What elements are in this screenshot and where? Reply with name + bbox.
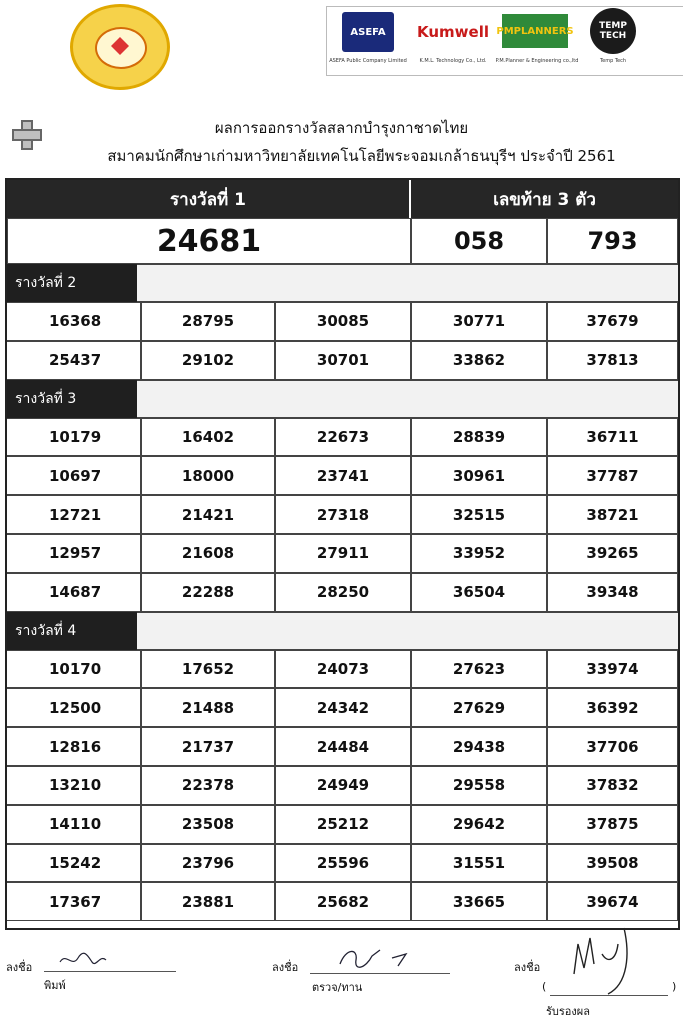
prize-number-cell: 12500 bbox=[7, 688, 141, 727]
prize-number-cell: 21488 bbox=[141, 688, 275, 727]
prize-number-cell: 16402 bbox=[141, 418, 275, 457]
temptech-logo: TEMP TECH bbox=[590, 8, 636, 54]
prize-number-cell: 22288 bbox=[141, 573, 275, 612]
prize-number-cell: 27318 bbox=[275, 495, 411, 534]
last3-number-1: 058 bbox=[411, 218, 547, 264]
prize-number-cell: 33862 bbox=[411, 341, 547, 380]
prize-number-cell: 15242 bbox=[7, 844, 141, 883]
kumwell-caption: K.M.L. Technology Co., Ltd. bbox=[419, 58, 487, 64]
sig1-signature bbox=[58, 950, 108, 970]
prize-number-cell: 21608 bbox=[141, 534, 275, 573]
prize-number-cell: 17652 bbox=[141, 650, 275, 689]
results-table bbox=[5, 178, 680, 930]
prize-number-cell: 33665 bbox=[411, 882, 547, 921]
pmplanners-caption: P.M.Planner & Engineering co.,ltd bbox=[495, 58, 579, 64]
prize-number-cell: 25682 bbox=[275, 882, 411, 921]
prize-number-cell: 29102 bbox=[141, 341, 275, 380]
prize-number-cell: 28250 bbox=[275, 573, 411, 612]
prize-number-cell: 22673 bbox=[275, 418, 411, 457]
section-label: รางวัลที่ 4 bbox=[7, 612, 137, 650]
section-label: รางวัลที่ 2 bbox=[7, 264, 137, 302]
last3-header: เลขท้าย 3 ตัว bbox=[411, 180, 678, 218]
title-line1: ผลการออกรางวัลสลากบำรุงกาชาดไทย bbox=[214, 119, 469, 137]
pmplanners-logo: PMPLANNERS bbox=[502, 14, 568, 48]
sig3-paren-open: ( bbox=[542, 980, 547, 993]
sig3-paren-close: ) bbox=[672, 980, 677, 993]
sig3-line bbox=[550, 994, 668, 996]
prize-number-cell: 37679 bbox=[547, 302, 678, 341]
sig1-line bbox=[44, 970, 176, 972]
prize-number-cell: 25212 bbox=[275, 805, 411, 844]
asefa-logo: ASEFA bbox=[342, 12, 394, 52]
prize-number-cell: 12816 bbox=[7, 727, 141, 766]
prize-number-cell: 12721 bbox=[7, 495, 141, 534]
prize-number-cell: 29642 bbox=[411, 805, 547, 844]
prize-number-cell: 14687 bbox=[7, 573, 141, 612]
sig2-label: ลงชื่อ bbox=[272, 961, 299, 974]
prize-number-cell: 25596 bbox=[275, 844, 411, 883]
last3-number-2: 793 bbox=[547, 218, 678, 264]
prize-number-cell: 36504 bbox=[411, 573, 547, 612]
sig3-label: ลงชื่อ bbox=[514, 961, 541, 974]
prize-number-cell: 39674 bbox=[547, 882, 678, 921]
prize-number-cell: 12957 bbox=[7, 534, 141, 573]
prize-number-cell: 22378 bbox=[141, 766, 275, 805]
sig2-signature bbox=[336, 944, 436, 972]
prize-number-cell: 28795 bbox=[141, 302, 275, 341]
title-line2: สมาคมนักศึกษาเก่ามหาวิทยาลัยเทคโนโลยีพระจอมเกล้าธนบุรีฯ ประจำปี 2561 bbox=[107, 147, 616, 165]
sig2-role: ตรวจ/ทาน bbox=[312, 981, 363, 994]
section-label: รางวัลที่ 3 bbox=[7, 380, 137, 418]
sig2-line bbox=[310, 972, 450, 974]
seal-logo bbox=[70, 4, 170, 90]
prize-number-cell: 30085 bbox=[275, 302, 411, 341]
prize-number-cell: 24073 bbox=[275, 650, 411, 689]
prize-number-cell: 36392 bbox=[547, 688, 678, 727]
prize-number-cell: 37813 bbox=[547, 341, 678, 380]
prize-number-cell: 39348 bbox=[547, 573, 678, 612]
prize-number-cell: 21421 bbox=[141, 495, 275, 534]
sig1-role: พิมพ์ bbox=[44, 979, 66, 992]
prize1-number: 24681 bbox=[7, 218, 411, 264]
prize-number-cell: 24484 bbox=[275, 727, 411, 766]
temptech-caption: Temp Tech bbox=[599, 58, 627, 64]
sig3-role: รับรองผล bbox=[546, 1005, 590, 1018]
prize-number-cell: 18000 bbox=[141, 456, 275, 495]
prize-number-cell: 30961 bbox=[411, 456, 547, 495]
prize-number-cell: 32515 bbox=[411, 495, 547, 534]
prize-number-cell: 30771 bbox=[411, 302, 547, 341]
prize-number-cell: 29558 bbox=[411, 766, 547, 805]
prize-number-cell: 16368 bbox=[7, 302, 141, 341]
prize-number-cell: 36711 bbox=[547, 418, 678, 457]
asefa-caption: ASEFA Public Company Limited bbox=[329, 58, 407, 64]
prize-number-cell: 27623 bbox=[411, 650, 547, 689]
prize-number-cell: 31551 bbox=[411, 844, 547, 883]
prize-number-cell: 29438 bbox=[411, 727, 547, 766]
prize-number-cell: 23881 bbox=[141, 882, 275, 921]
prize-number-cell: 37875 bbox=[547, 805, 678, 844]
prize-number-cell: 37787 bbox=[547, 456, 678, 495]
prize-number-cell: 24949 bbox=[275, 766, 411, 805]
prize-number-cell: 21737 bbox=[141, 727, 275, 766]
sig3-signature bbox=[568, 924, 638, 1000]
prize-number-cell: 37706 bbox=[547, 727, 678, 766]
prize-number-cell: 37832 bbox=[547, 766, 678, 805]
prize-number-cell: 23796 bbox=[141, 844, 275, 883]
sig1-label: ลงชื่อ bbox=[6, 961, 33, 974]
prize-number-cell: 23508 bbox=[141, 805, 275, 844]
prize-number-cell: 17367 bbox=[7, 882, 141, 921]
prize-number-cell: 10697 bbox=[7, 456, 141, 495]
prize-number-cell: 28839 bbox=[411, 418, 547, 457]
prize-number-cell: 33952 bbox=[411, 534, 547, 573]
prize-number-cell: 24342 bbox=[275, 688, 411, 727]
emblem-icon bbox=[111, 37, 129, 55]
prize-number-cell: 30701 bbox=[275, 341, 411, 380]
prize-number-cell: 39265 bbox=[547, 534, 678, 573]
prize-number-cell: 33974 bbox=[547, 650, 678, 689]
prize-number-cell: 27911 bbox=[275, 534, 411, 573]
kumwell-logo: Kumwell bbox=[417, 23, 489, 41]
prize-number-cell: 14110 bbox=[7, 805, 141, 844]
prize-number-cell: 27629 bbox=[411, 688, 547, 727]
prize-number-cell: 25437 bbox=[7, 341, 141, 380]
prize-number-cell: 39508 bbox=[547, 844, 678, 883]
prize-number-cell: 23741 bbox=[275, 456, 411, 495]
prize-number-cell: 10179 bbox=[7, 418, 141, 457]
prize-number-cell: 10170 bbox=[7, 650, 141, 689]
prize-number-cell: 38721 bbox=[547, 495, 678, 534]
prize-number-cell: 13210 bbox=[7, 766, 141, 805]
prize1-header: รางวัลที่ 1 bbox=[7, 180, 409, 218]
